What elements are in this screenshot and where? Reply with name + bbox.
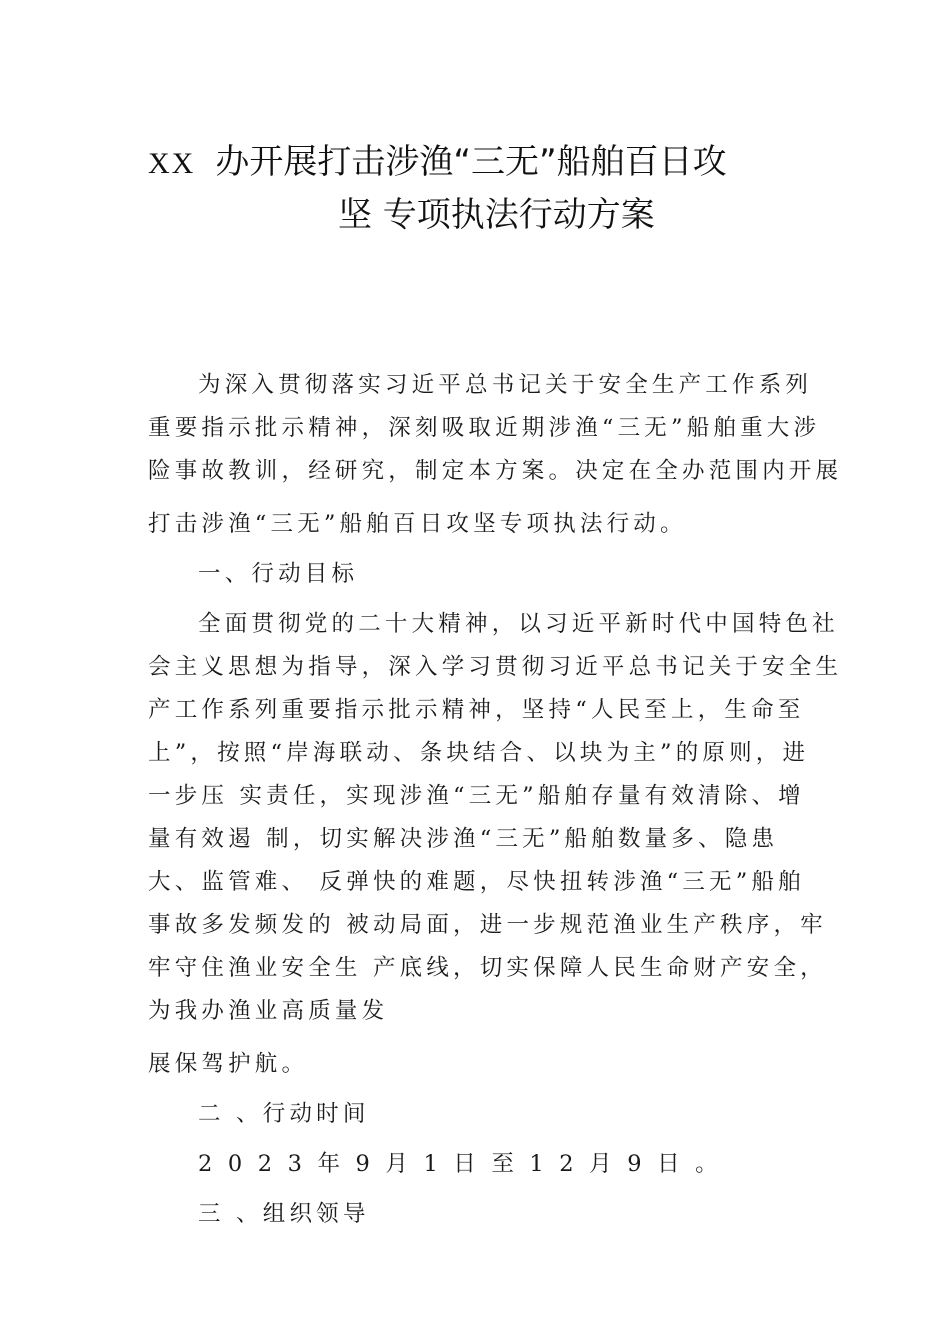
paragraph-1-line-1: 为深入贯彻落实习近平总书记关于安全生产工作系列 <box>198 372 813 398</box>
paragraph-2-line-10: 为我办渔业高质量发 <box>148 998 389 1024</box>
paragraph-1-line-4: 打击涉渔“三无”船舶百日攻坚专项执法行动。 <box>148 511 687 537</box>
paragraph-2-line-8: 事故多发频发的 被动局面，进一步规范渔业生产秩序，牢 <box>148 912 827 938</box>
paragraph-2-line-1: 全面贯彻党的二十大精神，以习近平新时代中国特色社 <box>198 611 839 637</box>
title-prefix: XX <box>148 147 196 180</box>
paragraph-2-line-9: 牢守住渔业安全生 产底线，切实保障人民生命财产安全， <box>148 955 827 981</box>
paragraph-2-line-6: 量有效遏 制，切实解决涉渔“三无”船舶数量多、隐患 <box>148 826 779 852</box>
paragraph-2-line-5: 一步压 实责任，实现涉渔“三无”船舶存量有效清除、增 <box>148 783 805 809</box>
paragraph-2-line-4: 上”，按照“岸海联动、条块结合、以块为主”的原则，进 <box>148 740 810 766</box>
heading-organization: 三 、组织领导 <box>198 1201 370 1227</box>
paragraph-2-line-7: 大、监管难、 反弹快的难题，尽快扭转涉渔“三无”船舶 <box>148 869 805 895</box>
paragraph-1-line-2: 重要指示批示精神，深刻吸取近期涉渔“三无”船舶重大涉 <box>148 415 821 441</box>
paragraph-2-line-2: 会主义思想为指导，深入学习贯彻习近平总书记关于安全生 <box>148 654 843 680</box>
heading-action-time: 二 、行动时间 <box>198 1101 370 1127</box>
action-time-text: 2 0 2 3 年 9 月 1 日 至 1 2 月 9 日 。 <box>198 1151 722 1177</box>
title-line-2: 坚 专项执法行动方案 <box>338 195 655 235</box>
paragraph-2-line-11: 展保驾护航。 <box>148 1051 309 1077</box>
title-line-1 <box>148 142 727 184</box>
heading-action-goal: 一、行动目标 <box>198 561 359 587</box>
paragraph-1-line-3: 险事故教训，经研究，制定本方案。决定在全办范围内开展 <box>148 458 843 484</box>
paragraph-2-line-3: 产工作系列重要指示批示精神，坚持“人民至上，生命至 <box>148 697 805 723</box>
title-text-1: 办开展打击涉渔“三无”船舶百日攻 <box>215 142 727 182</box>
